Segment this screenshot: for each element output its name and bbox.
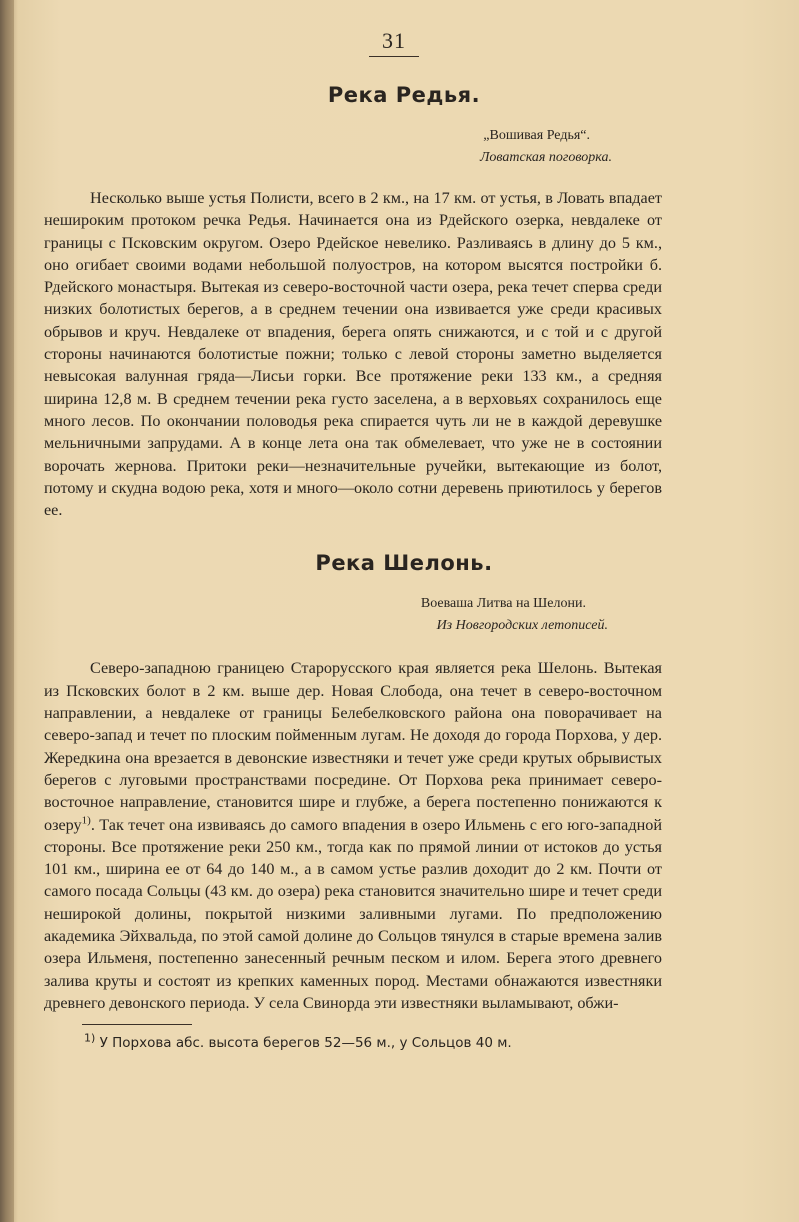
footnote-mark: 1) bbox=[84, 1031, 96, 1045]
paragraph-text-part-2: . Так течет она извиваясь до самого впадения в озеро Ильмень с его юго-западной стороны. Все протяжение реки 250 км., тогда как по прямой линии от истоков до устья 101 км., ширина ее от 64 до 140 м., а в самом устье разлив доходит до 2 км. Почти от самого посада Сольцы (43 км. до озера) река становится значительно шире и течет среди неширокой долины, покрытой низкими заливными лугами. По предположению академика Эйхвальда, по этой самой долине до Сольцов тянулся в старые времена залив озера Ильменя, постепенно занесенный речным песком и илом. Берега этого древнего залива круты и состоят из крепких каменных пород. Местами обнажаются известняки древнего девонского периода. У села Свинорда эти известняки выламывают, обжи- bbox=[44, 815, 662, 1012]
section-title-shelon: Река Шелонь. bbox=[315, 551, 493, 576]
paragraph-text-part-1: Северо-западною границею Старорусского края является река Шелонь. Вытекая из Псковских болот в 2 км. выше дер. Новая Слобода, она течет в северо-восточном направлении, а невдалеке от границы Белебелковского района она поворачивает на северо-запад и течет по плоским пойменным лугам. Не доходя до города Порхова, у дер. Жередкина она врезается в девонские известняки и течет уже среди крутых обрывистых берегов с луговыми пространствами посредине. От Порхова река принимает северо-восточное направление, становится шире и глубже, а берега постепенно понижаются к озеру bbox=[44, 659, 662, 834]
epigraph-quote: Воеваша Литва на Шелони. bbox=[420, 596, 586, 612]
paragraph-shelon bbox=[44, 657, 662, 1014]
page-number: 31 bbox=[382, 28, 406, 53]
epigraph-source: Из Новгородских летописей. bbox=[436, 618, 608, 634]
paragraph-redya: Несколько выше устья Полисти, всего в 2 км., на 17 км. от устья, в Ловать впадает нешироким протоком речка Редья. Начинается она из Рдейского озерка, невдалеке от границы с Псковским округом. Озеро Рдейское невелико. Разливаясь в длину до 5 км., оно огибает своими водами небольшой полуостров, на котором высятся постройки б. Рдейского монастыря. Вытекая из северо-восточной части озера, река течет сперва среди низких болотистых берегов, а в среднем течении она извивается уже среди красивых обрывов и круч. Невдалеке от впадения, берега опять снижаются, и с той и с другой стороны начинаются болотистые пожни; только с левой стороны заметно выделяется невысокая валунная гряда—Лисьи горки. Все протяжение реки 133 км., а средняя ширина 12,8 м. В среднем течении река густо заселена, а в верховьях сохранилось еще много лесов. По окончании половодья река спирается чуть ли не в каждой деревушке мельничными запрудами. А в конце лета она так обмелевает, что уже не в состоянии ворочать жернова. Притоки реки—незначительные ручейки, вытекающие из болот, потому и скудна водою река, хотя и много—около сотни деревень приютилось у берегов ее. bbox=[44, 189, 662, 520]
footnote bbox=[84, 1031, 764, 1052]
book-spine-shadow bbox=[0, 0, 14, 1222]
footnote-separator bbox=[82, 1024, 192, 1025]
page-content bbox=[44, 28, 764, 1051]
epigraph-source: Ловатская поговорка. bbox=[479, 150, 612, 165]
page-number-underline bbox=[369, 56, 419, 57]
footnote-text: У Порхова абс. высота берегов 52—56 м., у Сольцов 40 м. bbox=[95, 1035, 512, 1052]
section-title-redya: Река Редья. bbox=[327, 83, 481, 107]
epigraph-redya bbox=[44, 125, 612, 169]
epigraph-quote: „Вошивая Редья“. bbox=[483, 128, 590, 143]
footnote-reference[interactable]: 1) bbox=[81, 814, 91, 827]
epigraph-shelon bbox=[44, 593, 608, 637]
